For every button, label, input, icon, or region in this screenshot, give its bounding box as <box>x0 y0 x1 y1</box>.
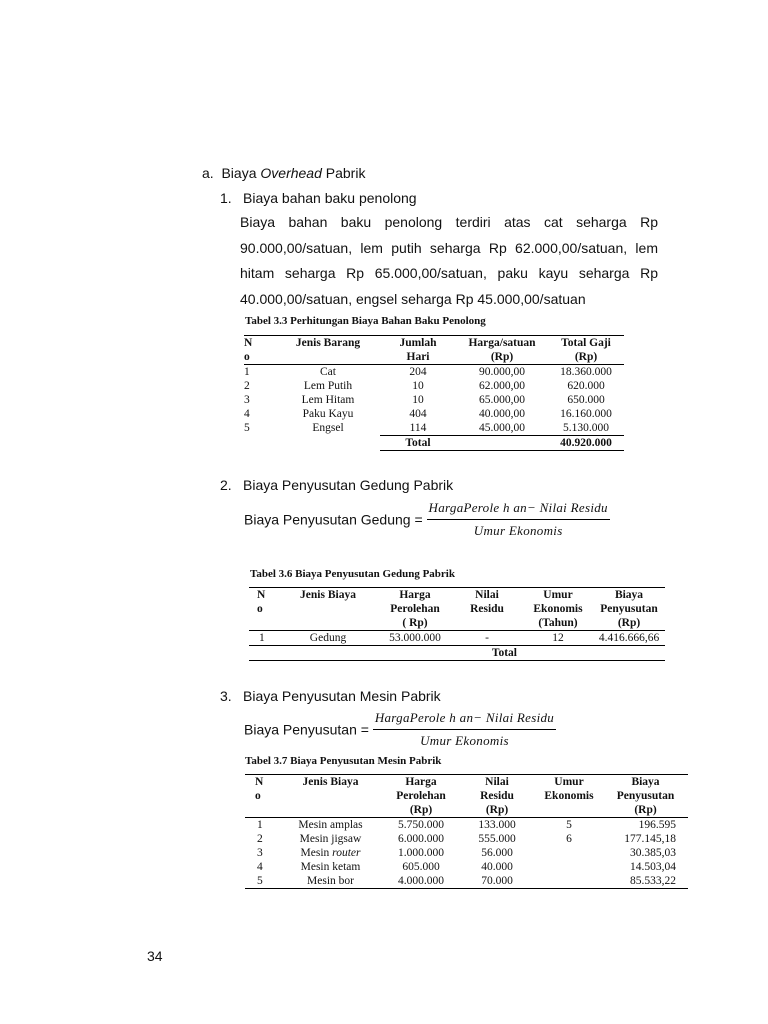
table36-cell-harga: 53.000.000 <box>389 632 441 644</box>
item1-paragraph-line-4: 40.000,00/satuan, engsel seharga Rp 45.000,00/satuan <box>240 291 586 307</box>
table37-header-residu: Nilai Residu (Rp) <box>459 775 535 818</box>
table37-cell-residu: 70.000 <box>459 874 535 889</box>
table37-cell-umur <box>535 846 603 860</box>
table37-cell-no: 2 <box>257 833 263 845</box>
table37-header-biaya: Biaya Penyusutan (Rp) <box>603 775 688 818</box>
table33-cell-jenis: Paku Kayu <box>302 408 354 420</box>
table36-cell-umur: 12 <box>552 632 564 644</box>
table37-cell-jenis <box>278 860 383 874</box>
table36-header-no: N o <box>249 588 277 631</box>
item1-paragraph-line-2: 90.000,00/satuan, lem putih seharga Rp 62.000,00/satuan, lem <box>240 240 658 256</box>
page-number: 34 <box>147 948 163 964</box>
table37-cell-biaya: 30.385,03 <box>630 847 676 859</box>
table-row <box>245 832 688 846</box>
table33-header-harga: Harga/satuan (Rp) <box>456 336 548 365</box>
table37-cell-harga: 4.000.000 <box>383 874 459 889</box>
table36-total-label: Total <box>379 646 523 661</box>
table36-cell-jenis: Gedung <box>309 632 347 644</box>
table36-cell-residu: - <box>485 632 489 644</box>
table37-cell-harga: 1.000.000 <box>398 847 444 859</box>
table37-cell-residu: 555.000 <box>478 833 516 845</box>
table37-cell-harga: 6.000.000 <box>398 833 444 845</box>
formula-numerator: HargaPerole h an− Nilai Residu <box>427 499 610 520</box>
table37-cell-harga: 5.750.000 <box>398 819 444 831</box>
table36-cell-biaya: 4.416.666,66 <box>598 632 660 644</box>
item2-formula <box>244 499 610 540</box>
table37-cell-no: 3 <box>257 847 263 859</box>
table-row <box>244 421 624 436</box>
formula-denominator: Umur Ekonomis <box>473 523 563 538</box>
table37-cell-jenis <box>278 832 383 846</box>
table33-cell-harga: 90.000,00 <box>479 366 525 378</box>
table37-cell-residu: 56.000 <box>481 847 513 859</box>
table37-cell-harga: 605.000 <box>402 861 440 873</box>
table37-cell-umur <box>535 860 603 874</box>
jenis-text: Mesin <box>300 847 333 859</box>
table37-cell-residu: 133.000 <box>478 819 516 831</box>
table33-cell-no: 1 <box>244 366 250 378</box>
table-row <box>244 365 624 380</box>
table37-header-jenis: Jenis Biaya <box>278 775 383 818</box>
table37-cell-biaya: 196.595 <box>638 819 676 831</box>
table36-cell-no: 1 <box>259 632 265 644</box>
section-a-heading <box>202 164 365 182</box>
table33-cell-total: 16.160.000 <box>560 408 612 420</box>
table33-cell-no: 2 <box>244 380 250 392</box>
table36-header-umur: Umur Ekonomis (Tahun) <box>523 588 593 631</box>
table33-total-value: 40.920.000 <box>548 436 624 451</box>
table-row <box>245 846 688 860</box>
table33-cell-jenis: Engsel <box>312 422 344 435</box>
table37-cell-no: 4 <box>257 861 263 873</box>
table-row <box>249 631 665 646</box>
table37-header-umur: Umur Ekonomis <box>535 775 603 818</box>
table-row <box>244 407 624 421</box>
section-title-prefix: Biaya <box>221 165 261 181</box>
table-row <box>245 874 688 889</box>
table33-cell-no: 3 <box>244 394 250 406</box>
table33-cell-no: 5 <box>244 422 250 435</box>
item3-formula-lhs: Biaya Penyusutan = <box>244 721 369 738</box>
table33-header-hari: Jumlah Hari <box>380 336 456 365</box>
table33-header-no: N o <box>244 336 276 365</box>
item3-formula <box>244 709 556 750</box>
table33-total-row <box>244 436 624 451</box>
table33-cell-jenis: Lem Putih <box>303 380 353 392</box>
item2-title: Biaya Penyusutan Gedung Pabrik <box>243 477 454 493</box>
table36-header-jenis: Jenis Biaya <box>277 588 379 631</box>
table33-header-total: Total Gaji (Rp) <box>548 336 624 365</box>
table36-header-residu: Nilai Residu <box>451 588 523 631</box>
table37-cell-jenis <box>278 874 383 889</box>
table33 <box>244 335 624 451</box>
table33-header-jenis: Jenis Barang <box>276 336 380 365</box>
table36 <box>249 587 665 661</box>
table33-cell-harga: 62.000,00 <box>479 380 525 392</box>
table37-cell-no: 5 <box>245 874 278 889</box>
table37-cell-biaya: 85.533,22 <box>603 874 688 889</box>
table33-cell-total: 5.130.000 <box>563 422 609 434</box>
item3-title: Biaya Penyusutan Mesin Pabrik <box>243 688 441 704</box>
table33-cell-jenis: Cat <box>320 366 336 378</box>
table33-cell-hari: 10 <box>412 394 424 406</box>
table-row <box>244 379 624 393</box>
jenis-text: Mesin bor <box>307 875 354 887</box>
table37-header-no: N o <box>245 775 278 818</box>
section-marker: a. <box>202 165 214 181</box>
table33-cell-hari: 204 <box>409 366 427 378</box>
table33-cell-total: 620.000 <box>567 380 605 392</box>
table36-caption: Tabel 3.6 Biaya Penyusutan Gedung Pabrik <box>250 568 455 580</box>
table33-cell-total: 18.360.000 <box>560 366 612 378</box>
table36-header-harga: Harga Perolehan ( Rp) <box>379 588 451 631</box>
item3-number: 3. <box>220 688 232 704</box>
table33-cell-total: 650.000 <box>567 394 605 406</box>
table33-caption: Tabel 3.3 Perhitungan Biaya Bahan Baku Penolong <box>245 315 486 327</box>
table36-total-row <box>249 646 665 661</box>
section-title-suffix: Pabrik <box>321 165 366 181</box>
section-title-italic: Overhead <box>260 165 322 181</box>
table37-cell-no: 1 <box>257 819 263 831</box>
jenis-text: Mesin ketam <box>300 861 361 873</box>
table37 <box>245 774 688 889</box>
item2-number: 2. <box>220 477 232 493</box>
table37-cell-biaya: 177.145,18 <box>624 833 676 845</box>
table33-total-label: Total <box>380 436 456 451</box>
formula-denominator: Umur Ekonomis <box>420 733 509 748</box>
table33-cell-hari: 10 <box>412 380 424 392</box>
table37-cell-biaya: 14.503,04 <box>630 861 676 873</box>
table33-cell-no: 4 <box>244 408 250 420</box>
table36-header-biaya: Biaya Penyusutan (Rp) <box>593 588 665 631</box>
table37-cell-residu: 40.000 <box>481 861 513 873</box>
item1-title: Biaya bahan baku penolong <box>243 190 417 206</box>
table33-cell-harga: 40.000,00 <box>479 408 525 420</box>
table37-cell-umur: 6 <box>566 833 572 845</box>
formula-numerator: HargaPerole h an− Nilai Residu <box>373 709 556 730</box>
table33-cell-hari: 404 <box>409 408 427 420</box>
jenis-text: Mesin jigsaw <box>299 833 362 845</box>
table33-cell-hari: 114 <box>409 422 427 434</box>
table37-cell-jenis <box>278 846 383 860</box>
item1-paragraph-line-1: Biaya bahan baku penolong terdiri atas cat seharga Rp <box>240 214 658 230</box>
item1-paragraph-line-3: hitam seharga Rp 65.000,00/satuan, paku kayu seharga Rp <box>240 265 658 281</box>
table33-cell-harga: 45.000,00 <box>479 422 525 434</box>
table33-cell-jenis: Lem Hitam <box>301 394 355 406</box>
item1-number: 1. <box>220 190 232 206</box>
item2-formula-lhs: Biaya Penyusutan Gedung = <box>244 511 423 528</box>
table37-header-harga: Harga Perolehan (Rp) <box>383 775 459 818</box>
jenis-text: Mesin amplas <box>298 819 363 831</box>
table33-cell-harga: 65.000,00 <box>479 394 525 406</box>
table-row <box>244 393 624 407</box>
table-row <box>245 818 688 833</box>
table-row <box>245 860 688 874</box>
table37-cell-umur <box>535 874 603 889</box>
item2-formula-fraction <box>427 499 610 540</box>
table37-cell-jenis <box>278 818 383 833</box>
table37-caption: Tabel 3.7 Biaya Penyusutan Mesin Pabrik <box>245 755 442 767</box>
table37-cell-umur: 5 <box>566 819 572 831</box>
jenis-italic-text: router <box>332 847 361 859</box>
item3-formula-fraction <box>373 709 556 750</box>
